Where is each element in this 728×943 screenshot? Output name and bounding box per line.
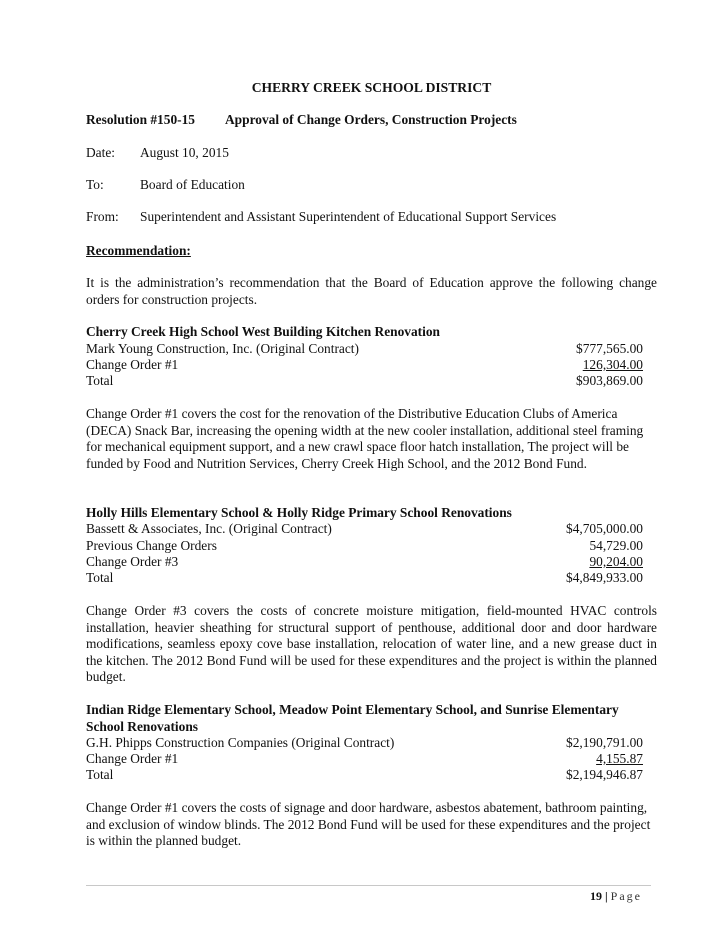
cost-label: Total <box>86 373 114 388</box>
cost-label: Change Order #1 <box>86 751 179 766</box>
cost-label: Change Order #3 <box>86 554 179 569</box>
cost-amount: 90,204.00 <box>589 554 643 569</box>
footer-divider <box>86 885 651 886</box>
cost-label: Total <box>86 767 114 782</box>
memo-from <box>86 209 556 225</box>
cost-amount: $2,194,946.87 <box>566 767 643 782</box>
cost-label: Change Order #1 <box>86 357 179 372</box>
resolution-line <box>86 112 517 128</box>
cost-row <box>86 735 643 752</box>
cost-row <box>86 554 643 571</box>
resolution-number: Resolution #150-15 <box>86 112 195 127</box>
cost-row-total <box>86 373 643 390</box>
cost-row <box>86 341 643 358</box>
cost-amount: $903,869.00 <box>576 373 643 388</box>
memo-date-key: Date: <box>86 145 115 160</box>
cost-label: Bassett & Associates, Inc. (Original Contract) <box>86 521 332 536</box>
cost-amount: 54,729.00 <box>589 538 643 553</box>
footer-separator: | <box>605 889 608 903</box>
project-description: Change Order #1 covers the costs of signage and door hardware, asbestos abatement, bathroom painting, and exclusion of window blinds. The 2012 Bond Fund will be used for these expenditures and the project is within the planned budget. <box>86 800 651 848</box>
cost-row-total <box>86 570 643 587</box>
district-title: CHERRY CREEK SCHOOL DISTRICT <box>251 80 492 95</box>
cost-row <box>86 751 643 768</box>
memo-date <box>86 145 229 161</box>
project-description: Change Order #3 covers the costs of concrete moisture mitigation, field-mounted HVAC controls installation, heavier sheathing for structural support of penthouse, additional door and door hardware modifications, seamless epoxy cove base installation, relocation of water line, and a new grease duct in the kitchen. The 2012 Bond Fund will be used for these expenditures and the project is within the planned budget. <box>86 603 657 684</box>
cost-amount: $4,849,933.00 <box>566 570 643 585</box>
cost-amount: $777,565.00 <box>576 341 643 356</box>
cost-row <box>86 357 643 374</box>
cost-amount: 126,304.00 <box>582 357 643 372</box>
project-heading: Indian Ridge Elementary School, Meadow Point Elementary School, and Sunrise Elementary School Renovations <box>86 702 619 734</box>
cost-label: Total <box>86 570 114 585</box>
cost-row <box>86 521 643 538</box>
recommendation-heading: Recommendation: <box>86 243 191 258</box>
memo-date-value: August 10, 2015 <box>140 145 229 160</box>
memo-from-value: Superintendent and Assistant Superintendent of Educational Support Services <box>140 209 557 224</box>
cost-label: G.H. Phipps Construction Companies (Original Contract) <box>86 735 395 750</box>
cost-label: Previous Change Orders <box>86 538 217 553</box>
cost-row <box>86 538 643 555</box>
page-label: Page <box>610 889 642 903</box>
project-description: Change Order #1 covers the cost for the renovation of the Distributive Education Clubs of America (DECA) Snack Bar, increasing the opening width at the new cooler installation, additional steel framing for mechanical equipment support, and a new crawl space floor hatch installation, The project will be funded by Food and Nutrition Services, Cherry Creek High School, and the 2012 Bond Fund. <box>86 406 644 471</box>
project-heading: Holly Hills Elementary School & Holly Ridge Primary School Renovations <box>86 505 512 520</box>
page-footer <box>590 889 642 904</box>
page-number: 19 <box>590 889 603 903</box>
memo-to-key: To: <box>86 177 104 192</box>
memo-to-value: Board of Education <box>140 177 245 192</box>
memo-to <box>86 177 245 193</box>
cost-label: Mark Young Construction, Inc. (Original Contract) <box>86 341 359 356</box>
project-heading: Cherry Creek High School West Building Kitchen Renovation <box>86 324 441 339</box>
cost-row-total <box>86 767 643 784</box>
resolution-subject: Approval of Change Orders, Construction Projects <box>225 112 517 127</box>
recommendation-text: It is the administration’s recommendation that the Board of Education approve the following change orders for construction projects. <box>86 275 657 307</box>
memo-from-key: From: <box>86 209 119 224</box>
cost-amount: $4,705,000.00 <box>566 521 643 536</box>
cost-amount: $2,190,791.00 <box>566 735 643 750</box>
cost-amount: 4,155.87 <box>596 751 643 766</box>
